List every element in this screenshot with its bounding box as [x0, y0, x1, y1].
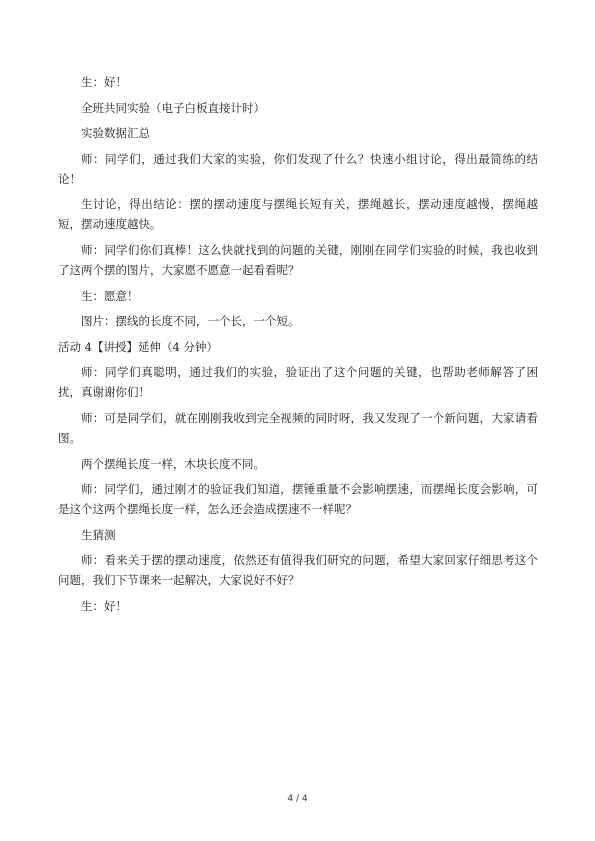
paragraph: 师：看来关于摆的摆动速度，依然还有值得我们研究的问题，希望大家回家仔细思考这个问题，我们下节课来一起解决，大家说好不好？ [58, 553, 538, 588]
paragraph: 生猜测 [81, 527, 116, 542]
paragraph: 生：好！ [81, 598, 127, 613]
document-body [58, 72, 538, 622]
paragraph: 两个摆绳长度一样，木块长度不同。 [81, 456, 265, 471]
paragraph: 师：同学们，通过刚才的验证我们知道，摆锤重量不会影响摆速，而摆绳长度会影响，可是这个这两个摆绳长度一样，怎么还会造成摆速不一样呢？ [58, 482, 538, 517]
paragraph: 师：可是同学们，就在刚刚我收到完全视频的同时呀，我又发现了一个新问题，大家请看图。 [58, 410, 538, 445]
section-heading: 活动 4【讲授】延伸（4 分钟） [58, 339, 218, 354]
paragraph: 图片：摆线的长度不同，一个长，一个短。 [81, 314, 300, 329]
paragraph: 师：同学们，通过我们大家的实验，你们发现了什么？快速小组讨论，得出最简练的结论！ [58, 151, 538, 186]
paragraph: 全班共同实验（电子白板直接计时） [81, 100, 265, 115]
paragraph: 师：同学们你们真棒！这么快就找到的问题的关键，刚刚在同学们实验的时候，我也收到了这两个摆的图片，大家愿不愿意一起看看呢？ [58, 242, 538, 277]
page-number: 4 / 4 [287, 794, 308, 804]
paragraph: 生：好！ [81, 75, 127, 89]
paragraph: 生讨论，得出结论：摆的摆动速度与摆绳长短有关，摆绳越长，摆动速度越慢，摆绳越短，摆动速度越快。 [58, 197, 538, 232]
paragraph: 实验数据汇总 [81, 126, 150, 141]
paragraph: 生：愿意！ [81, 288, 139, 303]
paragraph: 师：同学们真聪明，通过我们的实验，验证出了这个问题的关键，也帮助老师解答了困扰，真谢谢你们！ [58, 365, 538, 400]
